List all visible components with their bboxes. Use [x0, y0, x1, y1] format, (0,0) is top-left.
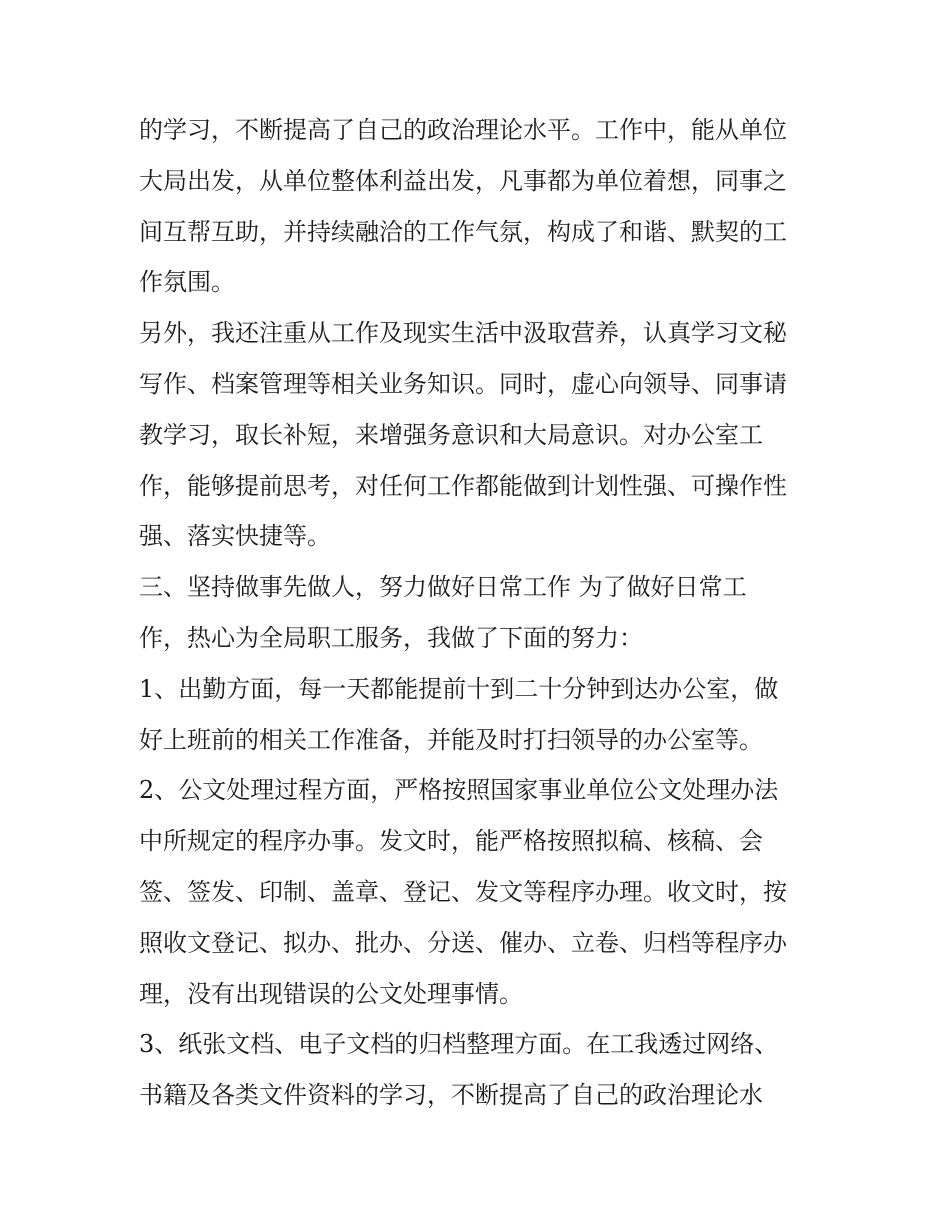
text-line: 大局出发，从单位整体利益出发，凡事都为单位着想，同事之 — [139, 167, 787, 195]
text-line: 书籍及各类文件资料的学习，不断提高了自己的政治理论水 — [139, 1081, 763, 1109]
text-line: 作，能够提前思考，对任何工作都能做到计划性强、可操作性 — [139, 472, 787, 500]
text-line: 写作、档案管理等相关业务知识。同时，虚心向领导、同事请 — [139, 370, 787, 398]
list-item: 1、出勤方面，每一天都能提前十到二十分钟到达办公室，做 — [139, 675, 779, 703]
text-line: 理，没有出现错误的公文处理事情。 — [139, 980, 523, 1008]
text-line: 作氛围。 — [139, 268, 235, 296]
section-heading: 三、坚持做事先做人，努力做好日常工作 为了做好日常工 — [139, 573, 747, 601]
list-item: 2、公文处理过程方面，严格按照国家事业单位公文处理办法 — [139, 776, 779, 804]
text-line: 的学习，不断提高了自己的政治理论水平。工作中，能从单位 — [139, 116, 787, 144]
text-line: 中所规定的程序办事。发文时，能严格按照拟稿、核稿、会 — [139, 827, 763, 855]
text-line: 照收文登记、拟办、批办、分送、催办、立卷、归档等程序办 — [139, 929, 787, 957]
text-line: 好上班前的相关工作准备，并能及时打扫领导的办公室等。 — [139, 726, 763, 754]
list-item: 3、纸张文档、电子文档的归档整理方面。在工我透过网络、 — [139, 1030, 779, 1058]
text-line: 另外，我还注重从工作及现实生活中汲取营养，认真学习文秘 — [139, 319, 787, 347]
text-line: 签、签发、印制、盖章、登记、发文等程序办理。收文时，按 — [139, 878, 787, 906]
text-line: 强、落实快捷等。 — [139, 522, 331, 550]
text-line: 作，热心为全局职工服务，我做了下面的努力： — [139, 624, 643, 652]
text-line: 教学习，取长补短，来增强务意识和大局意识。对办公室工 — [139, 421, 763, 449]
text-line: 间互帮互助，并持续融洽的工作气氛，构成了和谐、默契的工 — [139, 218, 787, 246]
